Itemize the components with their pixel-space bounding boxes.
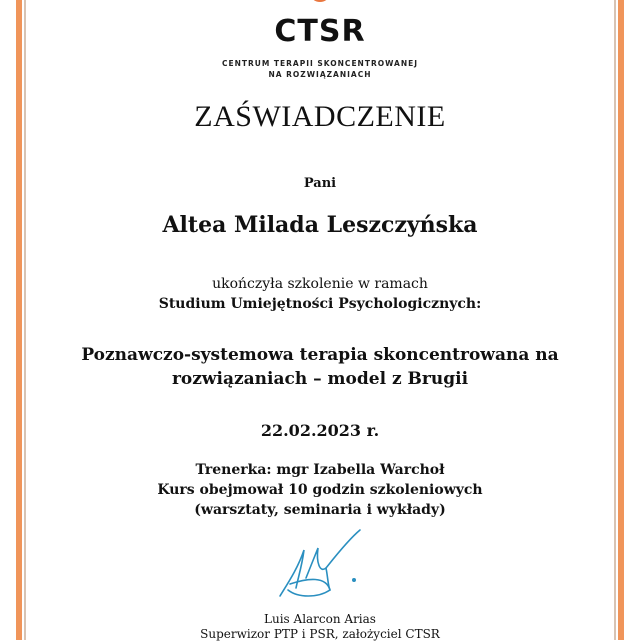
- trainer: Trenerka: mgr Izabella Warchoł: [195, 462, 445, 478]
- completed-text: ukończyła szkolenie w ramach: [212, 276, 428, 292]
- logo-subtitle-2: NA ROZWIĄZANIACH: [268, 70, 372, 79]
- course-title-1: Poznawczo-systemowa terapia skoncentrowana na: [81, 345, 559, 365]
- course-title-2: rozwiązaniach – model z Brugii: [171, 369, 469, 389]
- border-left-inner: [24, 0, 26, 640]
- border-left: [16, 0, 22, 640]
- logo-subtitle-1: CENTRUM TERAPII SKONCENTROWANEJ: [221, 59, 419, 68]
- signer-name: Luis Alarcon Arias: [264, 612, 376, 626]
- recipient-name: Altea Milada Leszczyńska: [162, 212, 478, 238]
- certificate-title: ZAŚWIADCZENIE: [194, 100, 446, 133]
- course-forms: (warsztaty, seminaria i wykłady): [194, 502, 446, 518]
- logo-text: CTSR: [274, 14, 366, 49]
- signer-role: Superwizor PTP i PSR, założyciel CTSR: [200, 627, 440, 641]
- border-right: [618, 0, 624, 640]
- program-name: Studium Umiejętności Psychologicznych:: [158, 296, 482, 312]
- salutation: Pani: [303, 176, 337, 191]
- signature-image: [268, 528, 378, 600]
- course-hours: Kurs obejmował 10 godzin szkoleniowych: [157, 482, 483, 498]
- date: 22.02.2023 r.: [260, 421, 380, 440]
- logo-mark: [311, 0, 329, 2]
- border-right-inner: [614, 0, 616, 640]
